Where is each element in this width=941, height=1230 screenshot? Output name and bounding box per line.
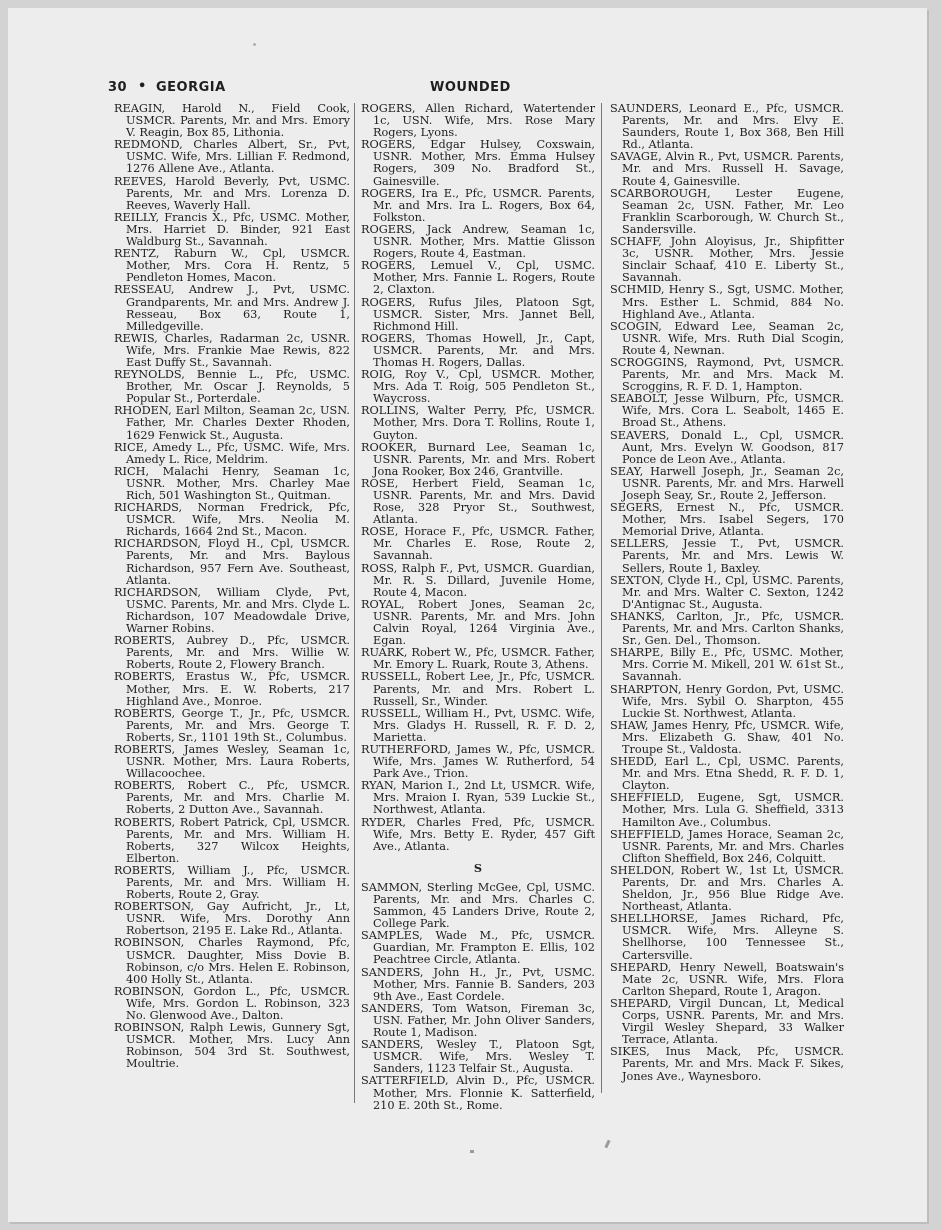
casualty-entry: SHEFFIELD, Eugene, Sgt, USMCR. Mother, Mrs. Lula G. Sheffield, 3313 Hamilton Ave., Columbus. — [610, 791, 844, 829]
casualty-entry: RYDER, Charles Fred, Pfc, USMCR. Wife, Mrs. Betty E. Ryder, 457 Gift Ave., Atlanta. — [361, 815, 595, 853]
casualty-entry: REWIS, Charles, Radarman 2c, USNR. Wife, Mrs. Frankie Mae Rewis, 822 East Duffy St., Savannah. — [114, 331, 350, 369]
casualty-entry: SHARPE, Billy E., Pfc, USMC. Mother, Mrs. Corrie M. Mikell, 201 W. 61st St., Savannah. — [610, 646, 844, 684]
casualty-entry: ROBERTS, William J., Pfc, USMCR. Parents, Mr. and Mrs. William H. Roberts, Route 2, Gray. — [114, 863, 350, 902]
casualty-entry: SAVAGE, Alvin R., Pvt, USMCR. Parents, Mr. and Mrs. Russell H. Savage, Route 4, Gainesville. — [610, 150, 844, 188]
casualty-entry: ROGERS, Allen Richard, Watertender 1c, USN. Wife, Mrs. Rose Mary Rogers, Lyons. — [361, 103, 595, 140]
casualty-entry: ROBERTS, Robert Patrick, Cpl, USMCR. Parents, Mr. and Mrs. William H. Roberts, 327 Wilcox Heights, Elberton. — [114, 815, 350, 865]
casualty-entry: ROBERTS, Robert C., Pfc, USMCR. Parents, Mr. and Mrs. Charlie M. Roberts, 2 Dutton Ave., Savannah. — [114, 779, 350, 817]
section-title: WOUNDED — [430, 80, 511, 95]
casualty-entry: ROSE, Herbert Field, Seaman 1c, USNR. Parents, Mr. and Mrs. David Rose, 328 Pryor St., Southwest, Atlanta. — [361, 476, 595, 527]
casualty-entry: ROGERS, Thomas Howell, Jr., Capt, USMCR. Parents, Mr. and Mrs. Thomas H. Rogers, Dallas. — [361, 331, 595, 369]
casualty-entry: ROOKER, Burnard Lee, Seaman 1c, USNR. Parents, Mr. and Mrs. Robert Jona Rooker, Box 246, Grantville. — [361, 440, 595, 478]
casualty-entry: SCOGIN, Edward Lee, Seaman 2c, USNR. Wife, Mrs. Ruth Dial Scogin, Route 4, Newnan. — [610, 319, 844, 357]
casualty-entry: REEVES, Harold Beverly, Pvt, USMC. Parents, Mr. and Mrs. Lorenza D. Reeves, Waverly Hall. — [114, 174, 350, 212]
casualty-entry: SEABOLT, Jesse Wilburn, Pfc, USMCR. Wife, Mrs. Cora L. Seabolt, 1465 E. Broad St., Athens. — [610, 392, 844, 430]
casualty-entry: REDMOND, Charles Albert, Sr., Pvt, USMC. Wife, Mrs. Lillian F. Redmond, 1276 Allene Ave., Atlanta. — [114, 138, 350, 176]
casualty-entry: SEGERS, Ernest N., Pfc, USMCR. Mother, Mrs. Isabel Segers, 170 Memorial Drive, Atlanta. — [610, 501, 844, 539]
casualty-entry: RUARK, Robert W., Pfc, USMCR. Father, Mr. Emory L. Ruark, Route 3, Athens. — [361, 646, 595, 672]
casualty-entry: SEAY, Harwell Joseph, Jr., Seaman 2c, USNR. Parents, Mr. and Mrs. Harwell Joseph Seay, Sr., Route 2, Jefferson. — [610, 464, 844, 502]
casualty-entry: RESSEAU, Andrew J., Pvt, USMC. Grandparents, Mr. and Mrs. Andrew J. Resseau, Box 63, Route 1, Milledgeville. — [114, 283, 350, 333]
casualty-entry: RICHARDSON, William Clyde, Pvt, USMC. Parents, Mr. and Mrs. Clyde L. Richardson, 107 Meadowdale Drive, Warner Robins. — [114, 585, 350, 636]
casualty-entry: RUSSELL, Robert Lee, Jr., Pfc, USMCR. Parents, Mr. and Mrs. Robert L. Russell, Sr., Winder. — [361, 670, 595, 708]
speck — [253, 43, 256, 46]
casualty-entry: ROGERS, Lemuel V., Cpl, USMC. Mother, Mrs. Fannie L. Rogers, Route 2, Claxton. — [361, 259, 595, 297]
casualty-entry: SAUNDERS, Leonard E., Pfc, USMCR. Parents, Mr. and Mrs. Elvy E. Saunders, Route 1, Box 368, Ben Hill Rd., Atlanta. — [610, 103, 844, 152]
section-letter: S — [473, 860, 483, 875]
casualty-entry: ROBERTSON, Gay Aufricht, Jr., Lt, USNR. Wife, Mrs. Dorothy Ann Robertson, 2195 E. Lake Rd., Atlanta. — [114, 900, 350, 938]
casualty-entry: RUSSELL, William H., Pvt, USMC. Wife, Mrs. Gladys H. Russell, R. F. D. 2, Marietta. — [361, 706, 595, 744]
casualty-entry: ROGERS, Edgar Hulsey, Coxswain, USNR. Mother, Mrs. Emma Hulsey Rogers, 309 No. Bradford St., Gainesville. — [361, 138, 595, 188]
column-1 — [114, 103, 350, 1113]
casualty-entry: RYAN, Marion I., 2nd Lt, USMCR. Wife, Mrs. Mraion I. Ryan, 539 Luckie St., Northwest, Atlanta. — [361, 779, 595, 817]
casualty-entry: RICE, Amedy L., Pfc, USMC. Wife, Mrs. Amedy L. Rice, Meldrim. — [114, 440, 350, 466]
casualty-entry: RICH, Malachi Henry, Seaman 1c, USNR. Mother, Mrs. Charley Mae Rich, 501 Washington St., Quitman. — [114, 464, 350, 502]
casualty-entry: ROBERTS, James Wesley, Seaman 1c, USNR. Mother, Mrs. Laura Roberts, Willacoochee. — [114, 742, 350, 781]
casualty-entry: SHELLHORSE, James Richard, Pfc, USMCR. Wife, Mrs. Alleyne S. Shellhorse, 100 Tennessee St., Cartersville. — [610, 912, 844, 962]
casualty-entry: ROBINSON, Charles Raymond, Pfc, USMCR. Daughter, Miss Dovie B. Robinson, c/o Mrs. Helen E. Robinson, 400 Holly St., Atlanta. — [114, 936, 350, 986]
casualty-entry: ROBERTS, Aubrey D., Pfc, USMCR. Parents, Mr. and Mrs. Willie W. Roberts, Route 2, Flowery Branch. — [114, 634, 350, 672]
casualty-entry: REILLY, Francis X., Pfc, USMC. Mother, Mrs. Harriet D. Binder, 921 East Waldburg St., Savannah. — [114, 210, 350, 249]
casualty-entry: ROBINSON, Ralph Lewis, Gunnery Sgt, USMCR. Mother, Mrs. Lucy Ann Robinson, 504 3rd St. Southwest, Moultrie. — [114, 1021, 350, 1071]
casualty-entry: SCHMID, Henry S., Sgt, USMC. Mother, Mrs. Esther L. Schmid, 884 No. Highland Ave., Atlanta. — [610, 283, 844, 321]
casualty-entry: SHEFFIELD, James Horace, Seaman 2c, USNR. Parents, Mr. and Mrs. Charles Clifton Sheffield, Box 246, Colquitt. — [610, 827, 844, 865]
casualty-entry: SCROGGINS, Raymond, Pvt, USMCR. Parents, Mr. and Mrs. Mack M. Scroggins, R. F. D. 1, Hampton. — [610, 355, 844, 394]
casualty-entry: ROSE, Horace F., Pfc, USMCR. Father, Mr. Charles E. Rose, Route 2, Savannah. — [361, 525, 595, 563]
casualty-entry: RHODEN, Earl Milton, Seaman 2c, USN. Father, Mr. Charles Dexter Rhoden, 1629 Fenwick St., Augusta. — [114, 404, 350, 442]
casualty-entry: SHEPARD, Virgil Duncan, Lt, Medical Corps, USNR. Parents, Mr. and Mrs. Virgil Wesley Shepard, 33 Walker Terrace, Atlanta. — [610, 996, 844, 1047]
casualty-entry: SHARPTON, Henry Gordon, Pvt, USMC. Wife, Mrs. Sybil O. Sharpton, 455 Luckie St. Northwest, Atlanta. — [610, 682, 844, 720]
casualty-entry: SHEPARD, Henry Newell, Boatswain's Mate 2c, USNR. Wife, Mrs. Flora Carlton Shepard, Route 1, Aragon. — [610, 960, 844, 998]
column-2 — [361, 103, 595, 1113]
casualty-entry: REYNOLDS, Bennie L., Pfc, USMC. Brother, Mr. Oscar J. Reynolds, 5 Popular St., Porterdale. — [114, 368, 350, 406]
casualty-entry: SELLERS, Jessie T., Pvt, USMCR. Parents, Mr. and Mrs. Lewis W. Sellers, Route 1, Baxley. — [610, 537, 844, 575]
casualty-entry: ROBINSON, Gordon L., Pfc, USMCR. Wife, Mrs. Gordon L. Robinson, 323 No. Glenwood Ave., Dalton. — [114, 984, 350, 1023]
speck — [470, 1150, 474, 1153]
casualty-entry: SCHAFF, John Aloyisus, Jr., Shipfitter 3c, USNR. Mother, Mrs. Jessie Sinclair Schaaf, 410 E. Liberty St., Savannah. — [610, 235, 844, 285]
casualty-entry: ROLLINS, Walter Perry, Pfc, USMCR. Mother, Mrs. Dora T. Rollins, Route 1, Guyton. — [361, 404, 595, 442]
casualty-entry: RICHARDS, Norman Fredrick, Pfc, USMCR. Wife, Mrs. Neolia M. Richards, 1664 2nd St., Macon. — [114, 501, 350, 539]
casualty-entry: SCARBOROUGH, Lester Eugene, Seaman 2c, USN. Father, Mr. Leo Franklin Scarborough, W. Church St., Sandersville. — [610, 186, 844, 236]
casualty-entry: SEAVERS, Donald L., Cpl, USMCR. Aunt, Mrs. Evelyn W. Goodson, 817 Ponce de Leon Ave., Atlanta. — [610, 428, 844, 466]
state-name: GEORGIA — [156, 80, 226, 95]
casualty-entry: REAGIN, Harold N., Field Cook, USMCR. Parents, Mr. and Mrs. Emory V. Reagin, Box 85, Lithonia. — [114, 103, 350, 140]
casualty-entry: ROBERTS, George T., Jr., Pfc, USMCR. Parents, Mr. and Mrs. George T. Roberts, Sr., 1101 19th St., Columbus. — [114, 706, 350, 744]
casualty-entry: ROIG, Roy V., Cpl, USMCR. Mother, Mrs. Ada T. Roig, 505 Pendleton St., Waycross. — [361, 368, 595, 406]
casualty-entry: RENTZ, Raburn W., Cpl, USMCR. Mother, Mrs. Cora H. Rentz, 5 Pendleton Homes, Macon. — [114, 247, 350, 285]
casualty-entry: ROGERS, Ira E., Pfc, USMCR. Parents, Mr. and Mrs. Ira L. Rogers, Box 64, Folkston. — [361, 186, 595, 224]
casualty-entry: SANDERS, Wesley T., Platoon Sgt, USMCR. Wife, Mrs. Wesley T. Sanders, 1123 Telfair St., Augusta. — [361, 1038, 595, 1076]
casualty-entry: SANDERS, John H., Jr., Pvt, USMC. Mother, Mrs. Fannie B. Sanders, 203 9th Ave., East Cordele. — [361, 965, 595, 1003]
column-3 — [610, 103, 844, 1113]
casualty-entry: SHELDON, Robert W., 1st Lt, USMCR. Parents, Dr. and Mrs. Charles A. Sheldon, Jr., 956 Blue Ridge Ave. Northeast, Atlanta. — [610, 863, 844, 914]
casualty-entry: SIKES, Inus Mack, Pfc, USMCR. Parents, Mr. and Mrs. Mack F. Sikes, Jones Ave., Waynesboro. — [610, 1045, 844, 1083]
casualty-entry: ROGERS, Jack Andrew, Seaman 1c, USNR. Mother, Mrs. Mattie Glisson Rogers, Route 4, Eastman. — [361, 222, 595, 261]
casualty-entry: ROBERTS, Erastus W., Pfc, USMCR. Mother, Mrs. E. W. Roberts, 217 Highland Ave., Monroe. — [114, 670, 350, 708]
casualty-entry: SHEDD, Earl L., Cpl, USMC. Parents, Mr. and Mrs. Etna Shedd, R. F. D. 1, Clayton. — [610, 755, 844, 793]
casualty-entry: ROGERS, Rufus Jiles, Platoon Sgt, USMCR. Sister, Mrs. Jannet Bell, Richmond Hill. — [361, 295, 595, 333]
page-number: 30 — [108, 80, 128, 95]
casualty-entry: SEXTON, Clyde H., Cpl, USMC. Parents, Mr. and Mrs. Walter C. Sexton, 1242 D'Antignac St., Augusta. — [610, 573, 844, 611]
casualty-entry: SAMMON, Sterling McGee, Cpl, USMC. Parents, Mr. and Mrs. Charles C. Sammon, 45 Landers Drive, Route 2, College Park. — [361, 880, 595, 931]
casualty-entry: SHAW, James Henry, Pfc, USMCR. Wife, Mrs. Elizabeth G. Shaw, 401 No. Troupe St., Valdosta. — [610, 718, 844, 756]
casualty-entry: SHANKS, Carlton, Jr., Pfc, USMCR. Parents, Mr. and Mrs. Carlton Shanks, Sr., Gen. Del., Thomson. — [610, 609, 844, 648]
casualty-entry: ROYAL, Robert Jones, Seaman 2c, USNR. Parents, Mr. and Mrs. John Calvin Royal, 1264 Virginia Ave., Egan. — [361, 597, 595, 648]
column-rule — [354, 103, 355, 1103]
casualty-entry: SAMPLES, Wade M., Pfc, USMCR. Guardian, Mr. Frampton E. Ellis, 102 Peachtree Circle, Atlanta. — [361, 929, 595, 967]
casualty-entry: RICHARDSON, Floyd H., Cpl, USMCR. Parents, Mr. and Mrs. Baylous Richardson, 957 Fern Ave. Southeast, Atlanta. — [114, 537, 350, 587]
casualty-entry: ROSS, Ralph F., Pvt, USMCR. Guardian, Mr. R. S. Dillard, Juvenile Home, Route 4, Macon. — [361, 561, 595, 599]
casualty-entry: SANDERS, Tom Watson, Fireman 3c, USN. Father, Mr. John Oliver Sanders, Route 1, Madison. — [361, 1001, 595, 1040]
casualty-entry: SATTERFIELD, Alvin D., Pfc, USMCR. Mother, Mrs. Flonnie K. Satterfield, 210 E. 20th St., Rome. — [361, 1074, 595, 1112]
bullet-separator: • — [138, 79, 147, 94]
casualty-entry: RUTHERFORD, James W., Pfc, USMCR. Wife, Mrs. James W. Rutherford, 54 Park Ave., Trion. — [361, 742, 595, 781]
running-head — [108, 80, 822, 100]
column-rule — [601, 103, 602, 1093]
